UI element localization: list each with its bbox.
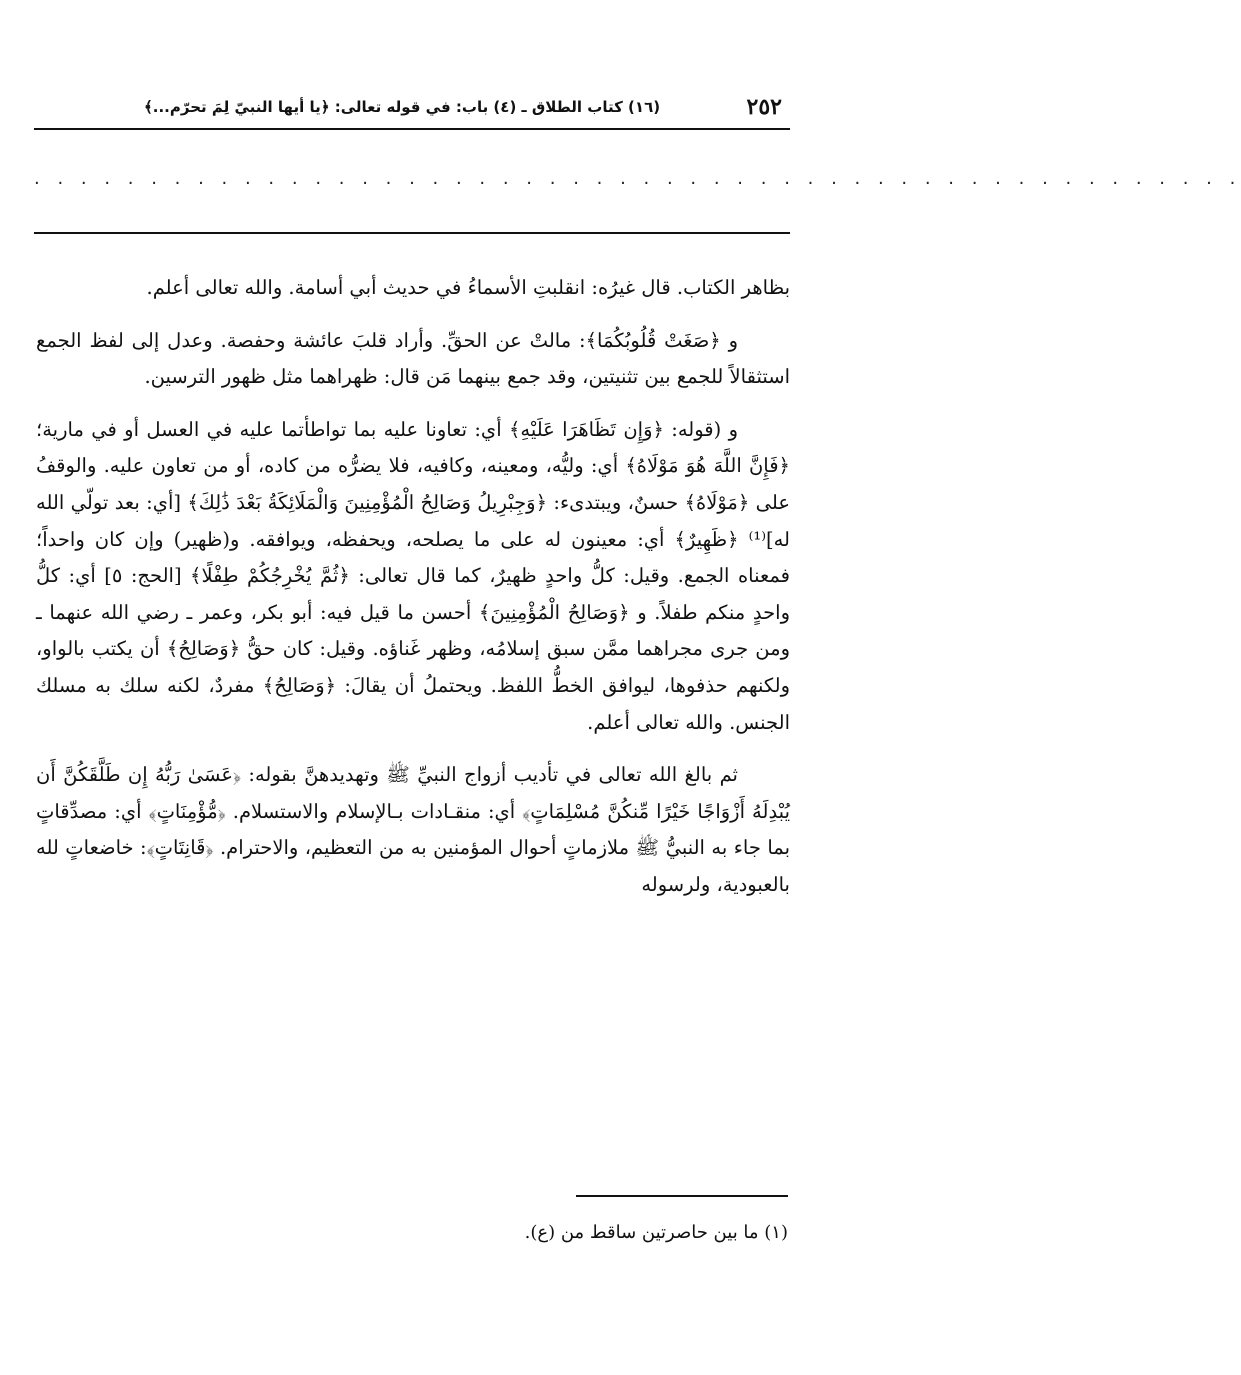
footnote-rule [576, 1195, 788, 1197]
page-header [34, 94, 786, 124]
paragraph: و ﴿صَغَتْ قُلُوبُكُمَا﴾: مالتْ عن الحقِّ. وأراد قلبَ عائشة وحفصة. وعدل إلى لفظ الجمع استثقالاً للجمع بين تثنيتين، وقد جمع بينهما مَن قال: ظهراهما مثل ظهور الترسين. [36, 328, 790, 389]
header-rule [34, 128, 790, 130]
page-number: ٢٥٢ [746, 94, 782, 120]
ellipsis-dots: . . . . . . . . . . . . . . . . . . . . . . . . . . . . . . . . . . . . . . . . . . . . . . . . . . . . [34, 168, 1241, 189]
paragraph: و (قوله: ﴿وَإِن تَظَاهَرَا عَلَيْهِ﴾ أي: تعاونا عليه بما تواطأتما عليه في العسل أو في مارية؛ ﴿فَإِنَّ اللَّهَ هُوَ مَوْلَاهُ﴾ أي: وليُّه، ومعينه، وكافيه، فلا يضرُّه من كاده، أو من تعاون عليه. والوقفُ على ﴿مَوْلَاهُ﴾ حسنٌ، ويبتدىء: ﴿وَجِبْرِيلُ وَصَالِحُ الْمُؤْمِنِينَ وَالْمَلَائِكَةُ بَعْدَ ذَٰلِكَ﴾ [أي: بعد تولّي الله له]⁽¹⁾ ﴿ظَهِيرٌ﴾ أي: معينون له على ما يصلحه، ويحفظه، ويوافقه. و(ظهير) وإن كان واحداً؛ فمعناه الجمع. وقيل: كلُّ واحدٍ ظهيرٌ، كما قال تعالى: ﴿ثُمَّ يُخْرِجُكُمْ طِفْلًا﴾ [الحج: ٥] أي: كلُّ واحدٍ منكم طفلاً. و ﴿وَصَالِحُ الْمُؤْمِنِينَ﴾ أحسن ما قيل فيه: أبو بكر، وعمر ـ رضي الله عنهما ـ ومن جرى مجراهما ممَّن سبق إسلامُه، وظهر غَناؤه. وقيل: كان حقُّ ﴿وَصَالِحُ﴾ أن يكتب بالواو، ولكنهم حذفوها، ليوافق الخطُّ اللفظ. ويحتملُ أن يقالَ: ﴿وَصَالِحُ﴾ مفردٌ، لكنه سلك به مسلك الجنس. والله تعالى أعلم. [36, 417, 790, 734]
section-rule [34, 232, 790, 234]
footnote: (١) ما بين حاصرتين ساقط من (ع). [524, 1222, 788, 1243]
paragraph: ثم بالغ الله تعالى في تأديب أزواج النبيِّ ﷺ وتهديدهنَّ بقوله: ﴿عَسَىٰ رَبُّهُ إِن طَلَّقَكُنَّ أَن يُبْدِلَهُ أَزْوَاجًا خَيْرًا مِّنكُنَّ مُسْلِمَاتٍ﴾ أي: منقـادات بـالإسلام والاستسلام. ﴿مُّؤْمِنَاتٍ﴾ أي: مصدِّقاتٍ بما جاء به النبيُّ ﷺ ملازماتٍ أحوال المؤمنين به من التعظيم، والاحترام. ﴿قَانِتَاتٍ﴾: خاضعاتٍ لله بالعبودية، ولرسوله [36, 763, 790, 896]
running-head: (١٦) كتاب الطلاق ـ (٤) باب: في قوله تعالى: ﴿يا أيها النبيّ لِمَ تحرّم...﴾ [144, 98, 661, 116]
paragraph: بظاهر الكتاب. قال غيرُه: انقلبتِ الأسماءُ في حديث أبي أسامة. والله تعالى أعلم. [146, 276, 790, 299]
body-text [36, 270, 790, 920]
